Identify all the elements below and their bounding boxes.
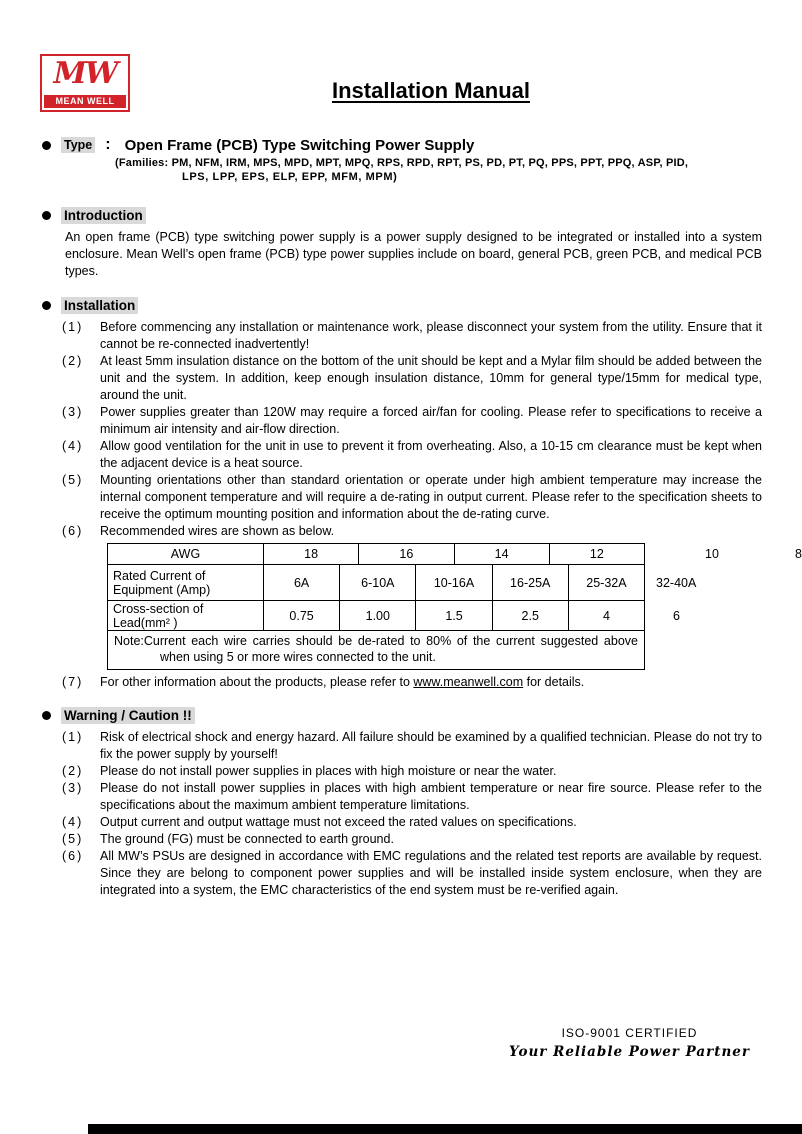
- warning-item: [62, 848, 762, 899]
- item-number: (4): [62, 815, 84, 829]
- warning-item: [62, 814, 762, 831]
- current-value-cell: 16-25A: [492, 565, 568, 600]
- item-text: Please do not install power supplies in places with high ambient temperature or near fire source. Please refer to the specifications about the maximum ambient temperature limitations.: [100, 781, 762, 812]
- installation-item: [62, 523, 762, 540]
- installation-item: [62, 438, 762, 472]
- document-header: [0, 0, 802, 128]
- installation-item: [62, 353, 762, 404]
- installation-heading: [42, 297, 762, 314]
- item-number: (2): [62, 354, 84, 368]
- type-label: Type: [61, 137, 95, 153]
- lead-value-cell: 0.75: [263, 601, 339, 630]
- item-text: Output current and output wattage must not exceed the rated values on specifications.: [100, 815, 577, 829]
- lead-value-cell: 2.5: [492, 601, 568, 630]
- meanwell-logo-mark: MW: [53, 56, 117, 91]
- families-line-2: LPS, LPP, EPS, ELP, EPP, MFM, MPM): [182, 171, 398, 183]
- item-text: Before commencing any installation or maintenance work, please disconnect your system from the utility. Ensure that it cannot be re-connected inadvertently!: [100, 320, 762, 351]
- bullet-icon: [42, 211, 51, 220]
- meanwell-logo-name: MEAN WELL: [44, 95, 126, 108]
- table-row-cross-section: [108, 600, 680, 630]
- table-header-cross-section: Cross-section of Lead(mm² ): [113, 601, 204, 630]
- item-text: At least 5mm insulation distance on the bottom of the unit should be kept and a Mylar film should be added between the unit and the system. In addition, keep enough insulation distance, 10mm for general type/15mm for medical type, around the unit.: [100, 354, 762, 402]
- item-text: Mounting orientations other than standard orientation or operate under high ambient temperature may increase the internal component temperature and will require a de-rating in output current. Please refer to the specification sheets to receive the optimum mounting position and information about the de-rating curve.: [100, 473, 762, 521]
- installation-item: [62, 319, 762, 353]
- item-text: Risk of electrical shock and energy hazard. All failure should be examined by a qualified technician. Please do not try to fix the power supply by yourself!: [100, 730, 762, 761]
- page-title: Installation Manual: [331, 78, 531, 103]
- document-body: [0, 136, 802, 899]
- item-text: Allow good ventilation for the unit in use to prevent it from overheating. Also, a 10-15 cm clearance must be kept when the adjacent device is a heat source.: [100, 439, 762, 470]
- iso-certified-text: ISO-9001 CERTIFIED: [561, 1026, 698, 1040]
- item-number: (1): [62, 730, 84, 744]
- item-number: (5): [62, 473, 84, 487]
- item-number: (3): [62, 405, 84, 419]
- lead-value-cell: 1.00: [339, 601, 415, 630]
- warning-heading: [42, 707, 762, 724]
- item-text: All MW’s PSUs are designed in accordance with EMC regulations and the related test reports are available by request. Since they are belong to component power supplies and will be installed inside system enclosure, when they are integrated into a system, the EMC characteristics of the end system must be re-verified again.: [100, 849, 762, 897]
- table-header-rated-current: Rated Current of Equipment (Amp): [113, 568, 211, 597]
- table-row-awg: [108, 544, 802, 564]
- current-value-cell: 6-10A: [339, 565, 415, 600]
- warning-heading-label: Warning / Caution !!: [61, 707, 195, 724]
- installation-item: [62, 404, 762, 438]
- awg-value-outside: 8: [795, 547, 802, 561]
- item-number: (3): [62, 781, 84, 795]
- item-text: Recommended wires are shown as below.: [100, 524, 335, 538]
- current-value-outside: 32-40A: [656, 575, 697, 590]
- installation-heading-label: Installation: [61, 297, 138, 314]
- item-number: (4): [62, 439, 84, 453]
- awg-value-cell: 18: [263, 544, 358, 564]
- item-number: (2): [62, 764, 84, 778]
- item-number: (5): [62, 832, 84, 846]
- item-number: (6): [62, 849, 84, 863]
- recommended-wires-table: [107, 543, 802, 670]
- bullet-icon: [42, 141, 51, 150]
- item-text: Power supplies greater than 120W may require a forced air/fan for cooling. Please refer to specifications to receive a minimum air intensity and air-flow direction.: [100, 405, 762, 436]
- bullet-icon: [42, 301, 51, 310]
- lead-value-cell: 4: [568, 601, 644, 630]
- current-value-cell: 6A: [263, 565, 339, 600]
- current-value-cell: 25-32A: [568, 565, 644, 600]
- item-text: for details.: [523, 675, 585, 689]
- current-value-cell: 10-16A: [415, 565, 491, 600]
- warning-items: [40, 729, 762, 899]
- lead-value-cell: 1.5: [415, 601, 491, 630]
- awg-value-cell: 12: [549, 544, 644, 564]
- slogan-text: Your Reliable Power Partner: [509, 1044, 750, 1060]
- warning-item: [62, 763, 762, 780]
- table-header-awg: AWG: [170, 547, 201, 561]
- table-note: Note:Current each wire carries should be de-rated to 80% of the current suggested above when using 5 or more wires connected to the unit.: [108, 630, 644, 669]
- introduction-heading: [42, 207, 762, 224]
- awg-value-cell: 16: [358, 544, 453, 564]
- meanwell-link[interactable]: www.meanwell.com: [413, 675, 524, 689]
- warning-item: [62, 729, 762, 763]
- page-edge-bar: [88, 1124, 802, 1134]
- type-value: Open Frame (PCB) Type Switching Power Supply: [124, 136, 475, 154]
- families-line-1: (Families: PM, NFM, IRM, MPS, MPD, MPT, MPQ, RPS, RPD, RPT, PS, PD, PT, PQ, PPS, PPT, PPQ, ASP, PID,: [115, 157, 689, 169]
- installation-item: [62, 674, 762, 691]
- lead-value-outside: 6: [673, 608, 680, 623]
- introduction-heading-label: Introduction: [61, 207, 146, 224]
- type-section-heading: [42, 136, 762, 154]
- introduction-body: An open frame (PCB) type switching power supply is a power supply designed to be integrated or installed into a system enclosure. Mean Well’s open frame (PCB) type power supplies include on board, general PCB, green PCB, and medical PCB types.: [65, 230, 762, 278]
- warning-item: [62, 831, 762, 848]
- warning-item: [62, 780, 762, 814]
- installation-item: [62, 472, 762, 523]
- item-number: (1): [62, 320, 84, 334]
- awg-value-outside: 10: [705, 547, 719, 561]
- item-text: Please do not install power supplies in places with high moisture or near the water.: [100, 764, 557, 778]
- installation-items: [40, 319, 762, 540]
- footer: [509, 1026, 750, 1060]
- item-number: (6): [62, 524, 84, 538]
- awg-value-cell: 14: [454, 544, 549, 564]
- bullet-icon: [42, 711, 51, 720]
- table-row-rated-current: [108, 564, 697, 600]
- type-colon: :: [105, 136, 111, 153]
- item-number: (7): [62, 675, 84, 689]
- item-text: For other information about the products, please refer to: [100, 675, 414, 689]
- item-text: The ground (FG) must be connected to earth ground.: [100, 832, 394, 846]
